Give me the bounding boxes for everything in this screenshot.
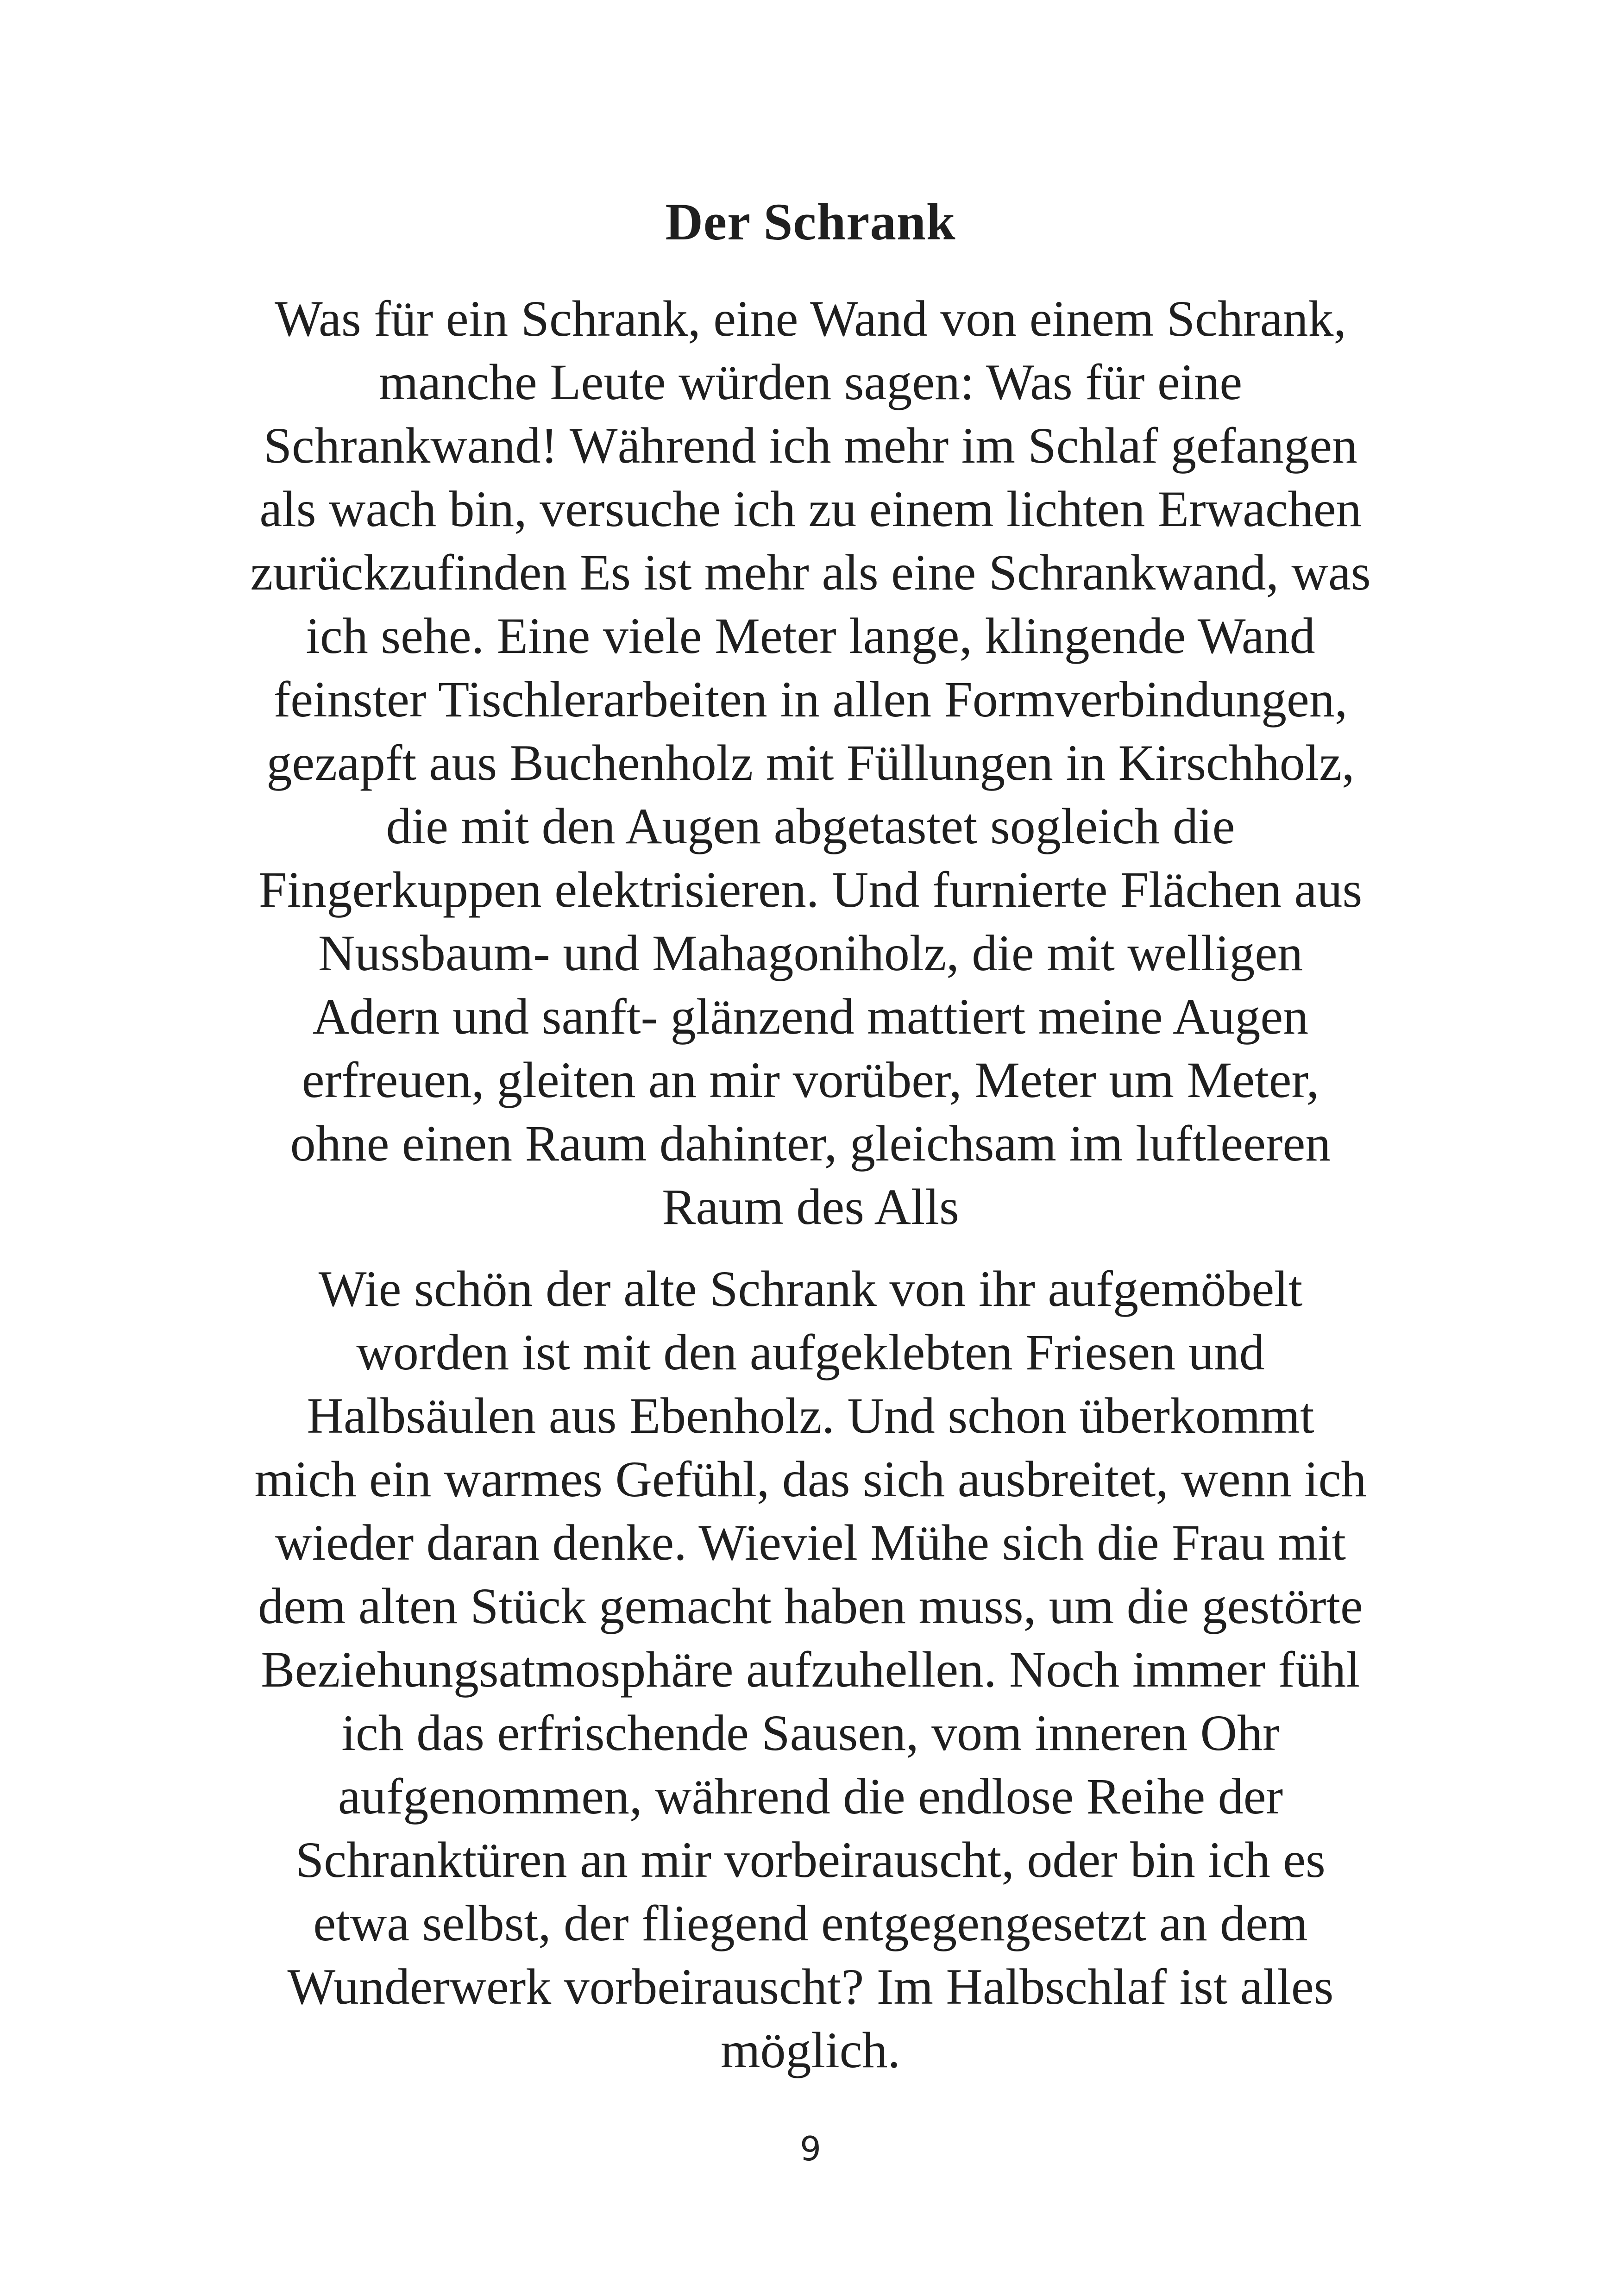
paragraph-2 — [204, 1257, 1417, 2082]
text-line: Nussbaum- und Mahagoniholz, die mit welligen — [318, 925, 1303, 981]
text-line: gezapft aus Buchenholz mit Füllungen in Kirschholz, — [266, 734, 1355, 791]
text-line: aufgenommen, während die endlose Reihe der — [338, 1768, 1283, 1825]
text-line: dem alten Stück gemacht haben muss, um die gestörte — [258, 1578, 1363, 1634]
text-line: Halbsäulen aus Ebenholz. Und schon überkommt — [307, 1387, 1314, 1444]
text-line: Fingerkuppen elektrisieren. Und furnierte Flächen aus — [258, 861, 1363, 918]
text-line: erfreuen, gleiten an mir vorüber, Meter um Meter, — [302, 1052, 1319, 1108]
text-line: möglich. — [720, 2022, 900, 2078]
text-line: feinster Tischlerarbeiten in allen Formverbindungen, — [273, 671, 1348, 728]
text-line: Beziehungsatmosphäre aufzuhellen. Noch immer fühl — [261, 1641, 1360, 1698]
page-number: 9 — [800, 2129, 821, 2168]
text-line: wieder daran denke. Wieviel Mühe sich die Frau mit — [275, 1514, 1346, 1571]
text-line: Was für ein Schrank, eine Wand von einem Schrank, — [274, 290, 1347, 347]
text-line: manche Leute würden sagen: Was für eine — [378, 354, 1243, 410]
text-line: ich das erfrischende Sausen, vom inneren Ohr — [341, 1705, 1280, 1761]
text-line: als wach bin, versuche ich zu einem lichten Erwachen — [259, 481, 1362, 537]
text-line: die mit den Augen abgetastet sogleich die — [386, 798, 1235, 854]
text-line: Raum des Alls — [662, 1179, 959, 1235]
text-line: ohne einen Raum dahinter, gleichsam im luftleeren — [290, 1115, 1331, 1172]
text-line: zurückzufinden Es ist mehr als eine Schrankwand, was — [250, 544, 1371, 601]
text-line: Adern und sanft- glänzend mattiert meine Augen — [312, 988, 1309, 1045]
paragraph-1 — [204, 287, 1417, 1239]
text-line: etwa selbst, der fliegend entgegengesetzt an dem — [313, 1895, 1308, 1951]
text-line: Wunderwerk vorbeirauscht? Im Halbschlaf ist alles — [287, 1958, 1334, 2015]
text-line: Wie schön der alte Schrank von ihr aufgemöbelt — [318, 1261, 1303, 1317]
text-line: Schrankwand! Während ich mehr im Schlaf gefangen — [263, 417, 1358, 474]
text-line: mich ein warmes Gefühl, das sich ausbreitet, wenn ich — [254, 1451, 1367, 1507]
chapter-title: Der Schrank — [665, 193, 956, 251]
text-line: Schranktüren an mir vorbeirauscht, oder bin ich es — [295, 1832, 1326, 1888]
text-line: worden ist mit den aufgeklebten Friesen und — [356, 1324, 1265, 1380]
text-line: ich sehe. Eine viele Meter lange, klingende Wand — [306, 608, 1315, 664]
